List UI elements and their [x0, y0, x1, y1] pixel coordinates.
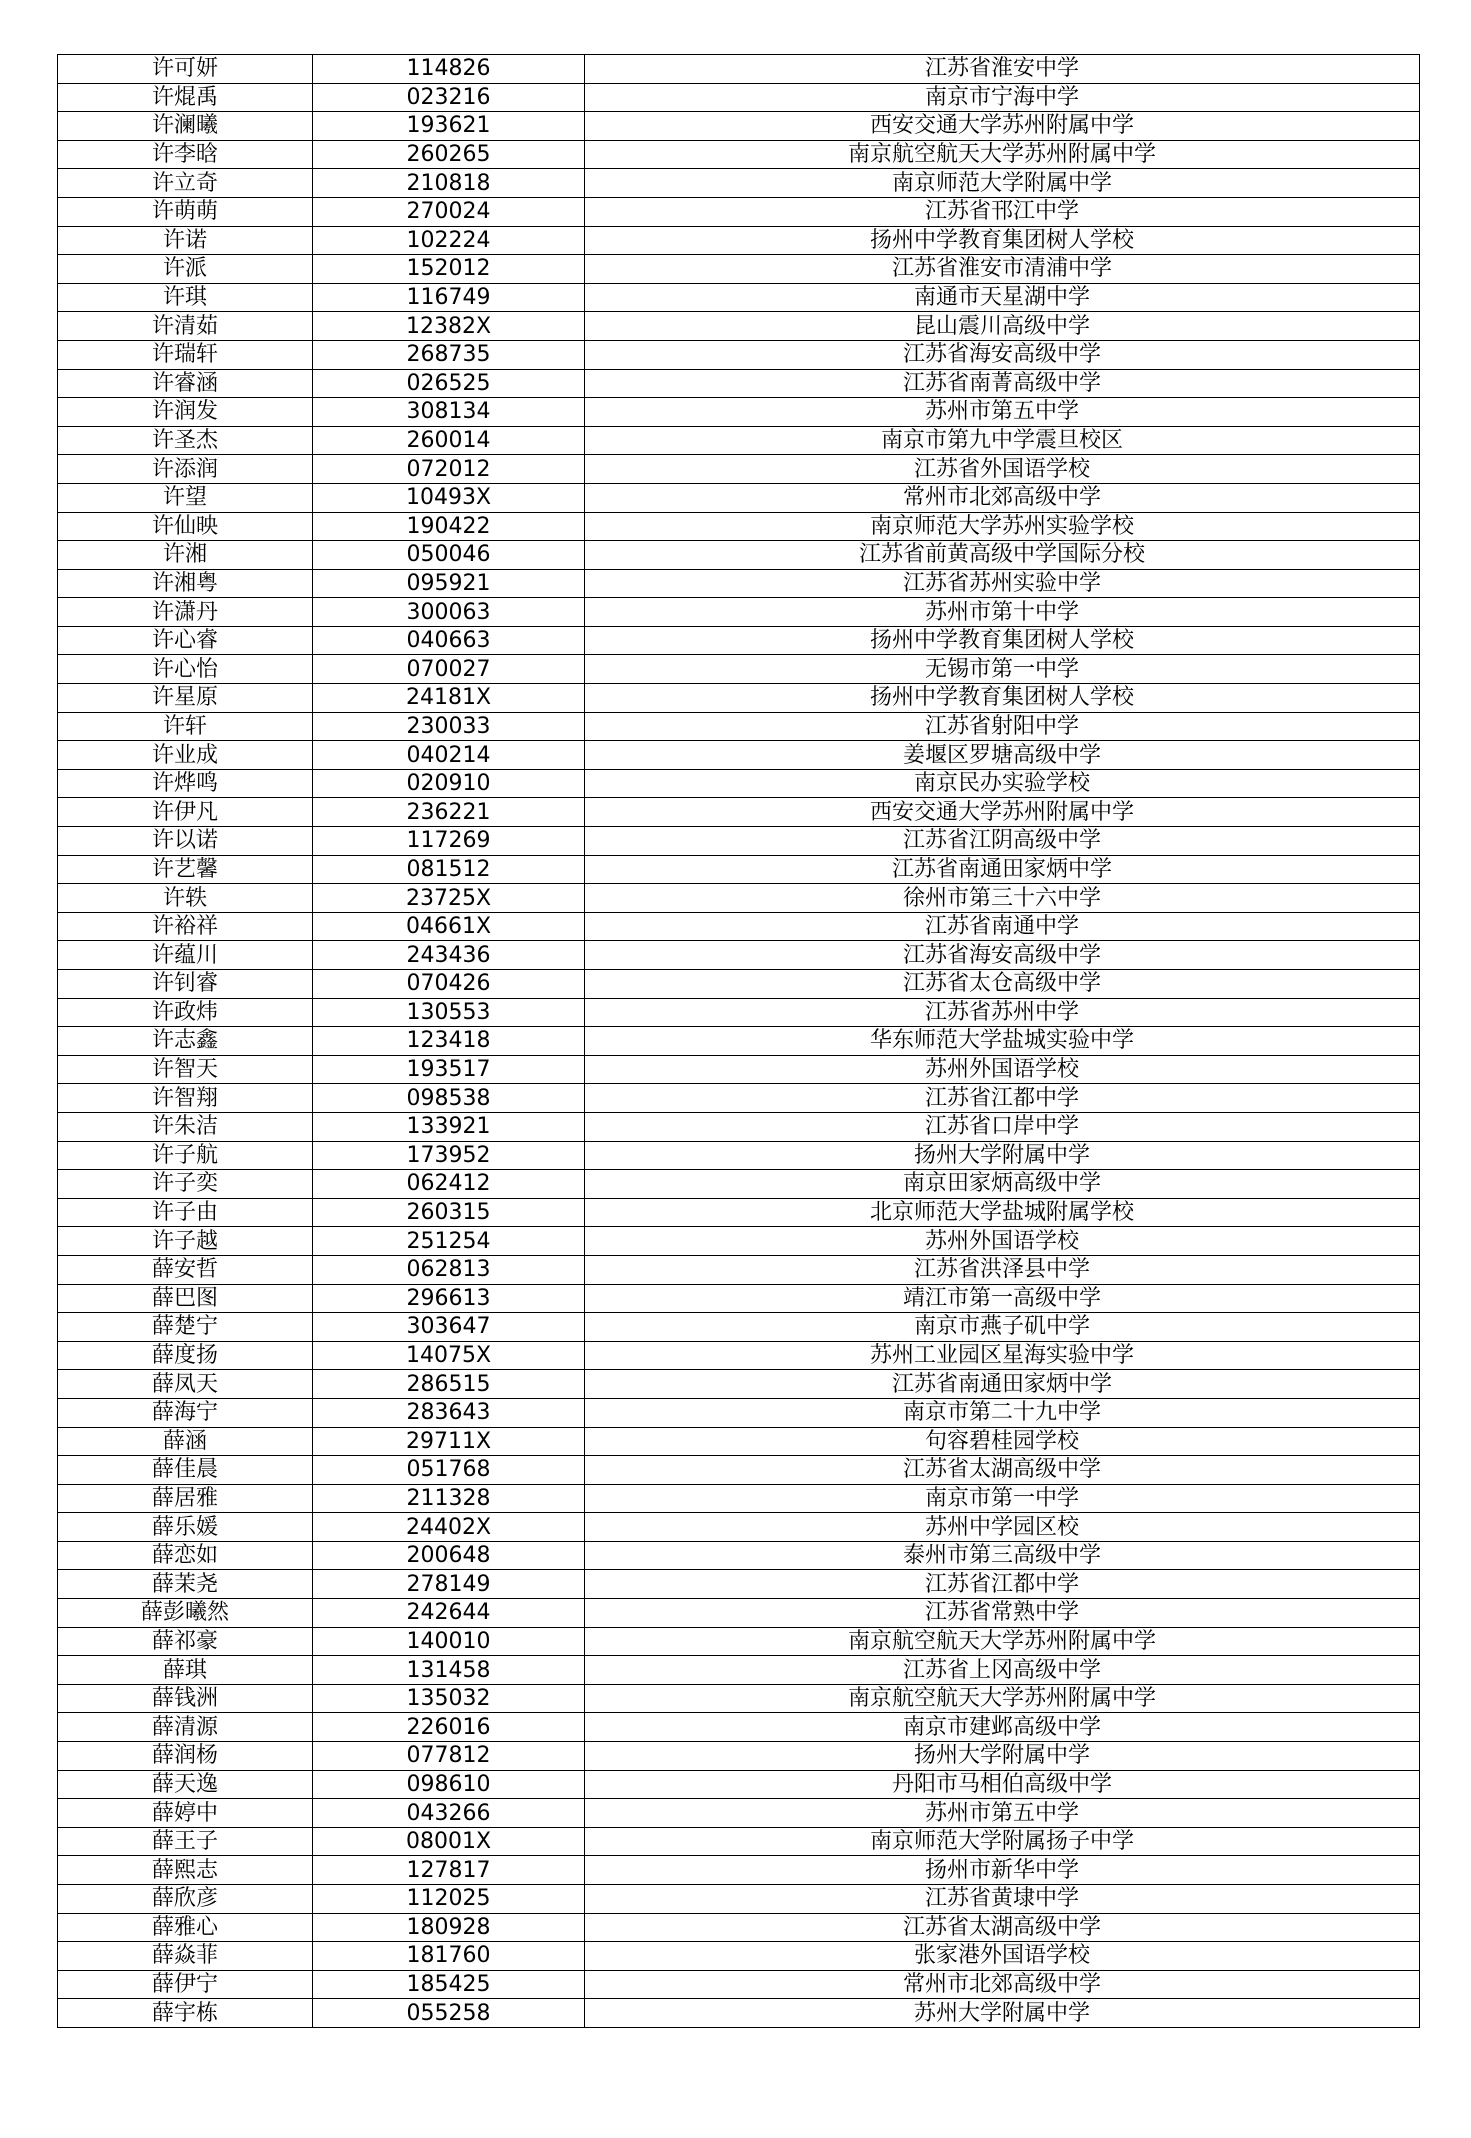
school-cell: 常州市北郊高级中学 — [585, 1970, 1420, 1999]
school-cell: 江苏省洪泽县中学 — [585, 1255, 1420, 1284]
student-name-cell: 许琪 — [58, 283, 313, 312]
school-cell: 江苏省南通田家炳中学 — [585, 1370, 1420, 1399]
student-id-cell: 123418 — [313, 1027, 585, 1056]
student-id-cell: 12382X — [313, 312, 585, 341]
student-name-cell: 许诺 — [58, 226, 313, 255]
student-name-cell: 薛楚宁 — [58, 1313, 313, 1342]
table-row — [58, 1284, 1420, 1313]
table-row — [58, 169, 1420, 198]
table-row — [58, 312, 1420, 341]
table-row — [58, 912, 1420, 941]
table-row — [58, 1055, 1420, 1084]
student-id-cell: 081512 — [313, 855, 585, 884]
student-list-table — [57, 54, 1420, 2028]
student-name-cell: 许湘 — [58, 541, 313, 570]
school-cell: 靖江市第一高级中学 — [585, 1284, 1420, 1313]
student-id-cell: 117269 — [313, 827, 585, 856]
student-id-cell: 133921 — [313, 1112, 585, 1141]
student-id-cell: 095921 — [313, 569, 585, 598]
student-id-cell: 23725X — [313, 884, 585, 913]
student-name-cell: 许潇丹 — [58, 598, 313, 627]
school-cell: 张家港外国语学校 — [585, 1942, 1420, 1971]
student-id-cell: 260014 — [313, 426, 585, 455]
school-cell: 江苏省上冈高级中学 — [585, 1656, 1420, 1685]
student-name-cell: 许钊睿 — [58, 970, 313, 999]
student-name-cell: 许立奇 — [58, 169, 313, 198]
school-cell: 南京市燕子矶中学 — [585, 1313, 1420, 1342]
student-id-cell: 050046 — [313, 541, 585, 570]
student-name-cell: 薛彭曦然 — [58, 1599, 313, 1628]
student-name-cell: 薛宇栋 — [58, 1999, 313, 2028]
table-row — [58, 1599, 1420, 1628]
table-row — [58, 741, 1420, 770]
school-cell: 南京市建邺高级中学 — [585, 1713, 1420, 1742]
school-cell: 昆山震川高级中学 — [585, 312, 1420, 341]
student-name-cell: 许志鑫 — [58, 1027, 313, 1056]
student-name-cell: 薛涵 — [58, 1427, 313, 1456]
table-row — [58, 1112, 1420, 1141]
student-id-cell: 180928 — [313, 1913, 585, 1942]
student-name-cell: 薛婷中 — [58, 1799, 313, 1828]
student-name-cell: 薛茉尧 — [58, 1570, 313, 1599]
student-name-cell: 许以诺 — [58, 827, 313, 856]
student-id-cell: 210818 — [313, 169, 585, 198]
table-row — [58, 1513, 1420, 1542]
student-name-cell: 许烨鸣 — [58, 769, 313, 798]
student-name-cell: 薛欣彦 — [58, 1885, 313, 1914]
table-row — [58, 55, 1420, 84]
student-id-cell: 283643 — [313, 1398, 585, 1427]
student-id-cell: 303647 — [313, 1313, 585, 1342]
student-id-cell: 278149 — [313, 1570, 585, 1599]
school-cell: 苏州市第五中学 — [585, 398, 1420, 427]
student-name-cell: 薛度扬 — [58, 1341, 313, 1370]
student-id-cell: 040663 — [313, 626, 585, 655]
student-name-cell: 许子越 — [58, 1227, 313, 1256]
student-id-cell: 102224 — [313, 226, 585, 255]
table-row — [58, 1970, 1420, 1999]
student-id-cell: 098610 — [313, 1770, 585, 1799]
school-cell: 江苏省江都中学 — [585, 1570, 1420, 1599]
student-id-cell: 131458 — [313, 1656, 585, 1685]
student-id-cell: 04661X — [313, 912, 585, 941]
student-name-cell: 许湘粤 — [58, 569, 313, 598]
table-row — [58, 970, 1420, 999]
school-cell: 江苏省苏州实验中学 — [585, 569, 1420, 598]
student-name-cell: 许焜禹 — [58, 83, 313, 112]
table-row — [58, 455, 1420, 484]
school-cell: 江苏省黄埭中学 — [585, 1885, 1420, 1914]
student-id-cell: 268735 — [313, 340, 585, 369]
student-id-cell: 251254 — [313, 1227, 585, 1256]
school-cell: 苏州中学园区校 — [585, 1513, 1420, 1542]
table-row — [58, 426, 1420, 455]
student-name-cell: 许萌萌 — [58, 197, 313, 226]
student-id-cell: 300063 — [313, 598, 585, 627]
school-cell: 江苏省口岸中学 — [585, 1112, 1420, 1141]
table-row — [58, 1170, 1420, 1199]
table-row — [58, 1027, 1420, 1056]
table-row — [58, 884, 1420, 913]
table-row — [58, 398, 1420, 427]
student-id-cell: 270024 — [313, 197, 585, 226]
student-name-cell: 许心睿 — [58, 626, 313, 655]
student-name-cell: 许智天 — [58, 1055, 313, 1084]
school-cell: 江苏省前黄高级中学国际分校 — [585, 541, 1420, 570]
student-name-cell: 许星原 — [58, 684, 313, 713]
table-row — [58, 1656, 1420, 1685]
table-row — [58, 340, 1420, 369]
table-row — [58, 655, 1420, 684]
table-row — [58, 1456, 1420, 1485]
school-cell: 句容碧桂园学校 — [585, 1427, 1420, 1456]
table-row — [58, 1885, 1420, 1914]
school-cell: 南京师范大学附属扬子中学 — [585, 1827, 1420, 1856]
table-row — [58, 1484, 1420, 1513]
school-cell: 江苏省海安高级中学 — [585, 340, 1420, 369]
school-cell: 徐州市第三十六中学 — [585, 884, 1420, 913]
school-cell: 丹阳市马相伯高级中学 — [585, 1770, 1420, 1799]
student-name-cell: 许政炜 — [58, 998, 313, 1027]
table-row — [58, 998, 1420, 1027]
school-cell: 扬州市新华中学 — [585, 1856, 1420, 1885]
table-row — [58, 1627, 1420, 1656]
table-row — [58, 798, 1420, 827]
table-row — [58, 1341, 1420, 1370]
student-name-cell: 薛祁豪 — [58, 1627, 313, 1656]
student-id-cell: 130553 — [313, 998, 585, 1027]
table-row — [58, 1541, 1420, 1570]
table-row — [58, 1570, 1420, 1599]
school-cell: 北京师范大学盐城附属学校 — [585, 1198, 1420, 1227]
table-row — [58, 769, 1420, 798]
student-name-cell: 许智翔 — [58, 1084, 313, 1113]
school-cell: 江苏省太仓高级中学 — [585, 970, 1420, 999]
student-id-cell: 135032 — [313, 1684, 585, 1713]
table-row — [58, 83, 1420, 112]
student-name-cell: 许艺馨 — [58, 855, 313, 884]
student-name-cell: 许清茹 — [58, 312, 313, 341]
school-cell: 扬州中学教育集团树人学校 — [585, 226, 1420, 255]
student-id-cell: 026525 — [313, 369, 585, 398]
school-cell: 江苏省江阴高级中学 — [585, 827, 1420, 856]
student-name-cell: 许圣杰 — [58, 426, 313, 455]
student-name-cell: 薛天逸 — [58, 1770, 313, 1799]
school-cell: 江苏省江都中学 — [585, 1084, 1420, 1113]
table-row — [58, 684, 1420, 713]
student-id-cell: 230033 — [313, 712, 585, 741]
school-cell: 江苏省南菁高级中学 — [585, 369, 1420, 398]
student-id-cell: 211328 — [313, 1484, 585, 1513]
student-id-cell: 051768 — [313, 1456, 585, 1485]
student-id-cell: 08001X — [313, 1827, 585, 1856]
table-row — [58, 1827, 1420, 1856]
student-id-cell: 181760 — [313, 1942, 585, 1971]
table-row — [58, 1999, 1420, 2028]
school-cell: 南京航空航天大学苏州附属中学 — [585, 1684, 1420, 1713]
student-name-cell: 薛熙志 — [58, 1856, 313, 1885]
student-name-cell: 薛凤天 — [58, 1370, 313, 1399]
student-name-cell: 许裕祥 — [58, 912, 313, 941]
school-cell: 南通市天星湖中学 — [585, 283, 1420, 312]
school-cell: 江苏省南通田家炳中学 — [585, 855, 1420, 884]
table-row — [58, 1684, 1420, 1713]
school-cell: 江苏省淮安市清浦中学 — [585, 255, 1420, 284]
student-name-cell: 许派 — [58, 255, 313, 284]
student-id-cell: 308134 — [313, 398, 585, 427]
student-id-cell: 24402X — [313, 1513, 585, 1542]
table-row — [58, 140, 1420, 169]
school-cell: 扬州大学附属中学 — [585, 1141, 1420, 1170]
student-name-cell: 薛恋如 — [58, 1541, 313, 1570]
student-name-cell: 许李晗 — [58, 140, 313, 169]
school-cell: 西安交通大学苏州附属中学 — [585, 798, 1420, 827]
table-row — [58, 626, 1420, 655]
school-cell: 姜堰区罗塘高级中学 — [585, 741, 1420, 770]
school-cell: 苏州外国语学校 — [585, 1055, 1420, 1084]
student-id-cell: 296613 — [313, 1284, 585, 1313]
student-id-cell: 193621 — [313, 112, 585, 141]
table-body — [58, 55, 1420, 2028]
student-name-cell: 许轩 — [58, 712, 313, 741]
school-cell: 南京市第一中学 — [585, 1484, 1420, 1513]
student-id-cell: 040214 — [313, 741, 585, 770]
school-cell: 无锡市第一中学 — [585, 655, 1420, 684]
student-name-cell: 许子奕 — [58, 1170, 313, 1199]
student-name-cell: 薛海宁 — [58, 1398, 313, 1427]
school-cell: 江苏省南通中学 — [585, 912, 1420, 941]
school-cell: 扬州中学教育集团树人学校 — [585, 684, 1420, 713]
table-row — [58, 197, 1420, 226]
student-id-cell: 226016 — [313, 1713, 585, 1742]
school-cell: 江苏省太湖高级中学 — [585, 1456, 1420, 1485]
student-name-cell: 许仙映 — [58, 512, 313, 541]
table-row — [58, 283, 1420, 312]
school-cell: 江苏省海安高级中学 — [585, 941, 1420, 970]
school-cell: 江苏省太湖高级中学 — [585, 1913, 1420, 1942]
student-name-cell: 许可妍 — [58, 55, 313, 84]
table-row — [58, 1227, 1420, 1256]
student-id-cell: 200648 — [313, 1541, 585, 1570]
student-name-cell: 薛安哲 — [58, 1255, 313, 1284]
school-cell: 江苏省淮安中学 — [585, 55, 1420, 84]
table-row — [58, 941, 1420, 970]
student-id-cell: 242644 — [313, 1599, 585, 1628]
student-name-cell: 薛伊宁 — [58, 1970, 313, 1999]
student-id-cell: 070426 — [313, 970, 585, 999]
table-row — [58, 1313, 1420, 1342]
student-id-cell: 062412 — [313, 1170, 585, 1199]
student-id-cell: 020910 — [313, 769, 585, 798]
student-id-cell: 173952 — [313, 1141, 585, 1170]
student-name-cell: 许瑞轩 — [58, 340, 313, 369]
student-name-cell: 薛润杨 — [58, 1742, 313, 1771]
school-cell: 扬州中学教育集团树人学校 — [585, 626, 1420, 655]
school-cell: 苏州市第五中学 — [585, 1799, 1420, 1828]
school-cell: 南京市第九中学震旦校区 — [585, 426, 1420, 455]
school-cell: 南京民办实验学校 — [585, 769, 1420, 798]
table-row — [58, 1856, 1420, 1885]
student-name-cell: 薛钱洲 — [58, 1684, 313, 1713]
student-name-cell: 薛雅心 — [58, 1913, 313, 1942]
school-cell: 江苏省邗江中学 — [585, 197, 1420, 226]
school-cell: 江苏省常熟中学 — [585, 1599, 1420, 1628]
table-row — [58, 1942, 1420, 1971]
student-id-cell: 14075X — [313, 1341, 585, 1370]
student-name-cell: 薛佳晨 — [58, 1456, 313, 1485]
student-id-cell: 236221 — [313, 798, 585, 827]
student-id-cell: 043266 — [313, 1799, 585, 1828]
student-name-cell: 许朱洁 — [58, 1112, 313, 1141]
student-name-cell: 许望 — [58, 483, 313, 512]
student-id-cell: 072012 — [313, 455, 585, 484]
school-cell: 苏州外国语学校 — [585, 1227, 1420, 1256]
student-id-cell: 098538 — [313, 1084, 585, 1113]
student-id-cell: 152012 — [313, 255, 585, 284]
school-cell: 西安交通大学苏州附属中学 — [585, 112, 1420, 141]
table-row — [58, 1713, 1420, 1742]
school-cell: 苏州大学附属中学 — [585, 1999, 1420, 2028]
student-id-cell: 243436 — [313, 941, 585, 970]
student-id-cell: 10493X — [313, 483, 585, 512]
table-row — [58, 483, 1420, 512]
table-row — [58, 1141, 1420, 1170]
table-row — [58, 541, 1420, 570]
student-id-cell: 062813 — [313, 1255, 585, 1284]
table-row — [58, 112, 1420, 141]
student-id-cell: 24181X — [313, 684, 585, 713]
table-row — [58, 712, 1420, 741]
student-id-cell: 112025 — [313, 1885, 585, 1914]
school-cell: 江苏省外国语学校 — [585, 455, 1420, 484]
table-row — [58, 255, 1420, 284]
table-row — [58, 1084, 1420, 1113]
student-name-cell: 许子由 — [58, 1198, 313, 1227]
student-name-cell: 许子航 — [58, 1141, 313, 1170]
school-cell: 南京市宁海中学 — [585, 83, 1420, 112]
school-cell: 南京田家炳高级中学 — [585, 1170, 1420, 1199]
table-row — [58, 1427, 1420, 1456]
student-name-cell: 薛居雅 — [58, 1484, 313, 1513]
table-row — [58, 1742, 1420, 1771]
school-cell: 南京市第二十九中学 — [585, 1398, 1420, 1427]
table-row — [58, 569, 1420, 598]
student-id-cell: 116749 — [313, 283, 585, 312]
table-row — [58, 1770, 1420, 1799]
table-row — [58, 1398, 1420, 1427]
student-name-cell: 许添润 — [58, 455, 313, 484]
table-row — [58, 1799, 1420, 1828]
school-cell: 华东师范大学盐城实验中学 — [585, 1027, 1420, 1056]
student-name-cell: 薛乐媛 — [58, 1513, 313, 1542]
school-cell: 江苏省苏州中学 — [585, 998, 1420, 1027]
table-row — [58, 1370, 1420, 1399]
school-cell: 南京师范大学苏州实验学校 — [585, 512, 1420, 541]
student-id-cell: 185425 — [313, 1970, 585, 1999]
student-name-cell: 许润发 — [58, 398, 313, 427]
student-id-cell: 055258 — [313, 1999, 585, 2028]
school-cell: 苏州工业园区星海实验中学 — [585, 1341, 1420, 1370]
student-name-cell: 薛琪 — [58, 1656, 313, 1685]
school-cell: 南京航空航天大学苏州附属中学 — [585, 140, 1420, 169]
table-row — [58, 598, 1420, 627]
student-id-cell: 286515 — [313, 1370, 585, 1399]
school-cell: 南京师范大学附属中学 — [585, 169, 1420, 198]
school-cell: 扬州大学附属中学 — [585, 1742, 1420, 1771]
student-name-cell: 薛巴图 — [58, 1284, 313, 1313]
table-row — [58, 1198, 1420, 1227]
student-name-cell: 薛清源 — [58, 1713, 313, 1742]
student-name-cell: 许睿涵 — [58, 369, 313, 398]
student-id-cell: 260265 — [313, 140, 585, 169]
table-row — [58, 226, 1420, 255]
student-id-cell: 023216 — [313, 83, 585, 112]
student-id-cell: 070027 — [313, 655, 585, 684]
student-name-cell: 许轶 — [58, 884, 313, 913]
school-cell: 南京航空航天大学苏州附属中学 — [585, 1627, 1420, 1656]
student-name-cell: 许业成 — [58, 741, 313, 770]
student-id-cell: 260315 — [313, 1198, 585, 1227]
student-id-cell: 127817 — [313, 1856, 585, 1885]
student-id-cell: 077812 — [313, 1742, 585, 1771]
table-row — [58, 512, 1420, 541]
student-name-cell: 许蕴川 — [58, 941, 313, 970]
student-id-cell: 29711X — [313, 1427, 585, 1456]
table-row — [58, 1913, 1420, 1942]
student-name-cell: 薛王子 — [58, 1827, 313, 1856]
table-row — [58, 1255, 1420, 1284]
student-name-cell: 许澜曦 — [58, 112, 313, 141]
school-cell: 常州市北郊高级中学 — [585, 483, 1420, 512]
school-cell: 苏州市第十中学 — [585, 598, 1420, 627]
student-name-cell: 薛焱菲 — [58, 1942, 313, 1971]
student-id-cell: 140010 — [313, 1627, 585, 1656]
table-row — [58, 369, 1420, 398]
table-row — [58, 855, 1420, 884]
student-name-cell: 许心怡 — [58, 655, 313, 684]
school-cell: 泰州市第三高级中学 — [585, 1541, 1420, 1570]
table-row — [58, 827, 1420, 856]
student-name-cell: 许伊凡 — [58, 798, 313, 827]
school-cell: 江苏省射阳中学 — [585, 712, 1420, 741]
student-id-cell: 114826 — [313, 55, 585, 84]
student-id-cell: 193517 — [313, 1055, 585, 1084]
student-id-cell: 190422 — [313, 512, 585, 541]
